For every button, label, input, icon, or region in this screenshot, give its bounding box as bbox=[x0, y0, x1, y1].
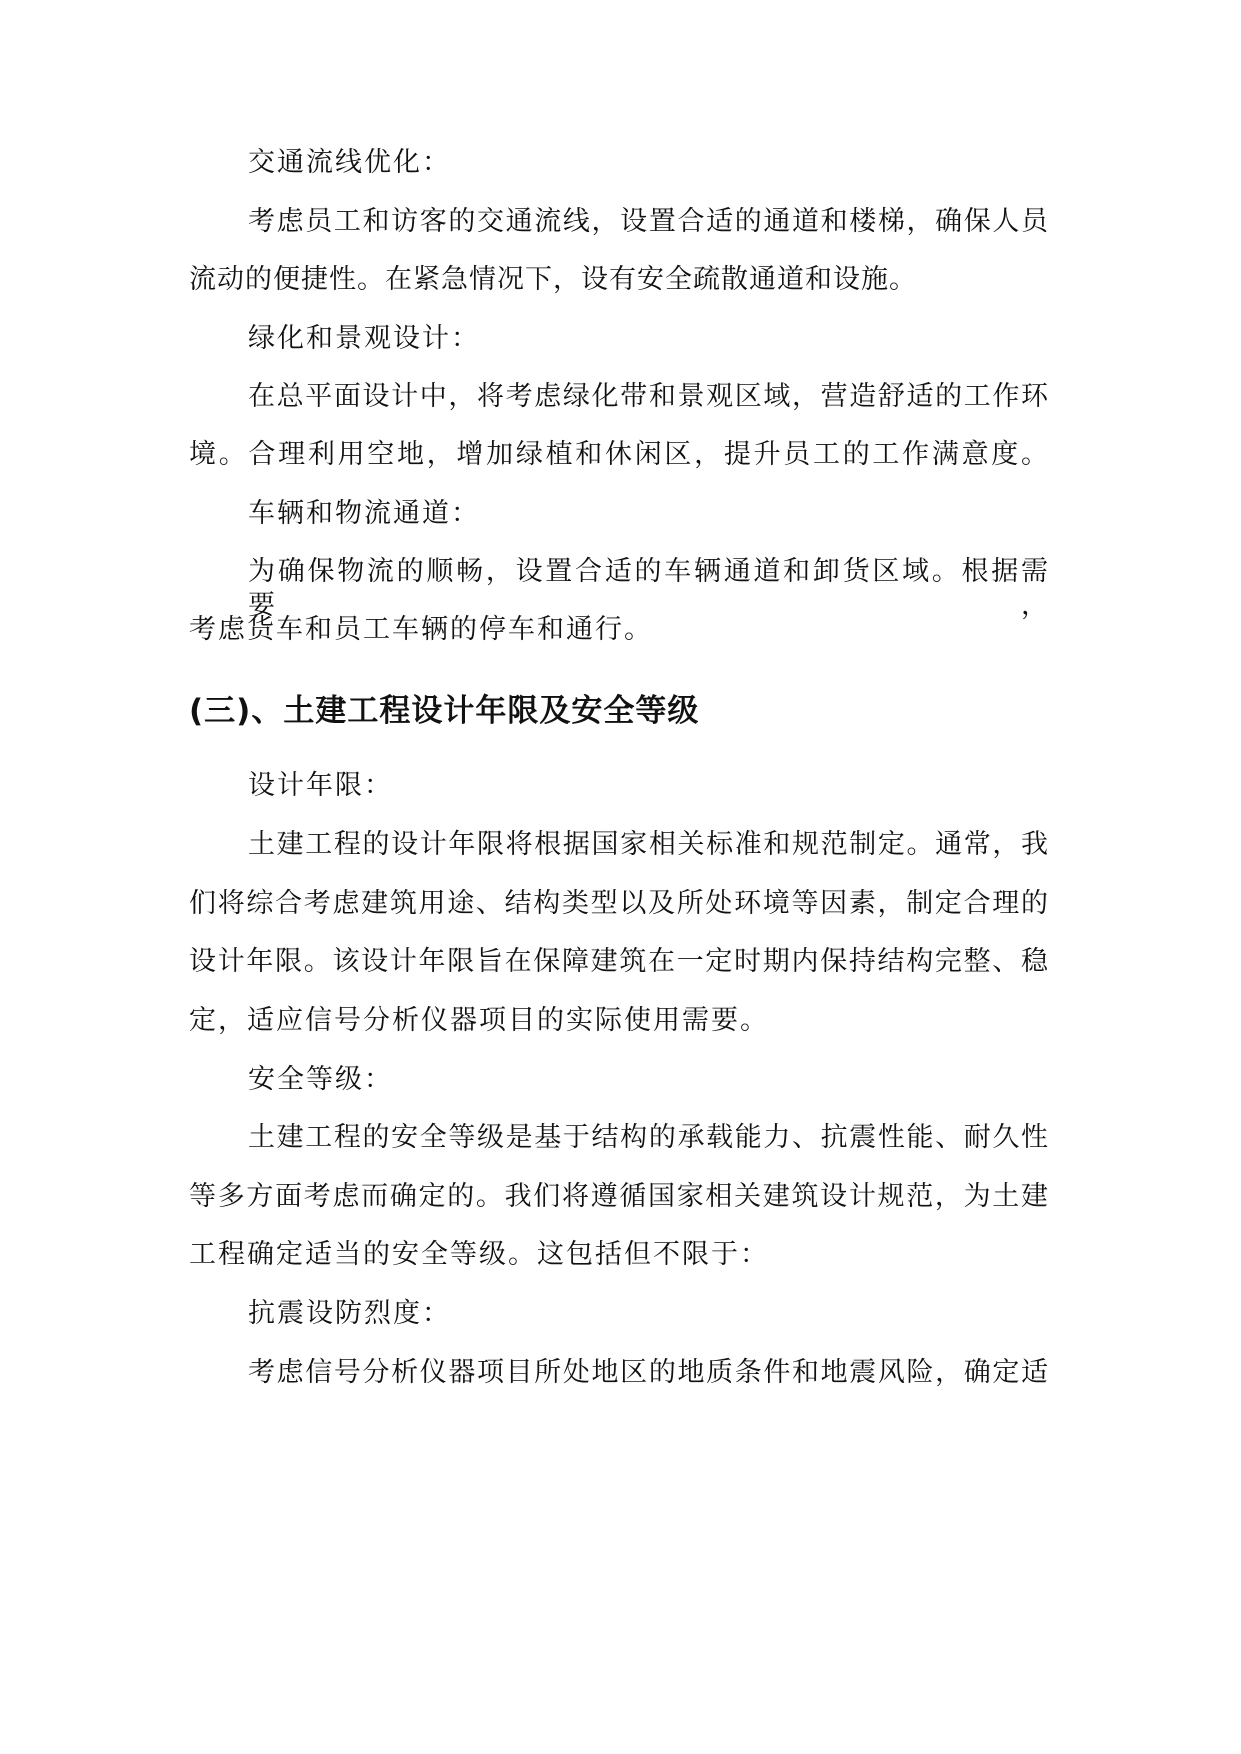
paragraph-line: 土建工程的设计年限将根据国家相关标准和规范制定。通常，我 bbox=[248, 829, 1049, 860]
paragraph-line: 设计年限。该设计年限旨在保障建筑在一定时期内保持结构完整、稳 bbox=[189, 946, 1049, 977]
paragraph-line: 考虑信号分析仪器项目所处地区的地质条件和地震风险，确定适 bbox=[248, 1357, 1049, 1388]
subtitle-green: 绿化和景观设计： bbox=[248, 323, 480, 354]
paragraph-line: 在总平面设计中，将考虑绿化带和景观区域，营造舒适的工作环 bbox=[248, 381, 1049, 412]
subtitle-safety: 安全等级： bbox=[248, 1064, 393, 1095]
paragraph-line: 等多方面考虑而确定的。我们将遵循国家相关建筑设计规范，为土建 bbox=[189, 1181, 1049, 1212]
paragraph-line: 境。合理利用空地，增加绿植和休闲区，提升员工的工作满意度。 bbox=[189, 439, 1049, 470]
paragraph-line: 为确保物流的顺畅，设置合适的车辆通道和卸货区域。根据需要， bbox=[248, 556, 1049, 621]
paragraph-line: 们将综合考虑建筑用途、结构类型以及所处环境等因素，制定合理的 bbox=[189, 888, 1049, 919]
paragraph-line: 土建工程的安全等级是基于结构的承载能力、抗震性能、耐久性 bbox=[248, 1122, 1049, 1153]
subtitle-seismic: 抗震设防烈度： bbox=[248, 1298, 451, 1329]
paragraph-line: 定，适应信号分析仪器项目的实际使用需要。 bbox=[189, 1005, 769, 1036]
paragraph-line: 工程确定适当的安全等级。这包括但不限于： bbox=[189, 1239, 769, 1270]
paragraph-line: 流动的便捷性。在紧急情况下，设有安全疏散通道和设施。 bbox=[189, 264, 917, 295]
section-heading: (三)、土建工程设计年限及安全等级 bbox=[189, 693, 700, 729]
paragraph-line: 考虑员工和访客的交通流线，设置合适的通道和楼梯，确保人员 bbox=[248, 206, 1049, 237]
subtitle-transport: 交通流线优化： bbox=[248, 147, 451, 178]
subtitle-vehicle: 车辆和物流通道： bbox=[248, 498, 480, 529]
paragraph-line: 考虑货车和员工车辆的停车和通行。 bbox=[189, 614, 653, 645]
subtitle-design-life: 设计年限： bbox=[248, 770, 393, 801]
